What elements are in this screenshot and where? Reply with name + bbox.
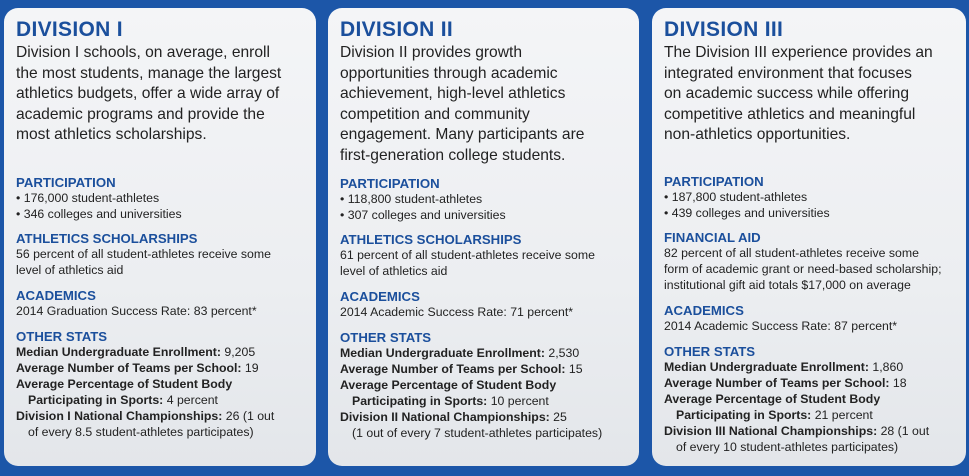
intro-line: competition and community: [340, 105, 530, 123]
stat-value: 21 percent: [811, 408, 873, 422]
participation-item: • 187,800 student-athletes: [664, 189, 954, 205]
intro-line: achievement, high-level athletics: [340, 85, 566, 103]
other-stats-section: [340, 330, 627, 441]
participation-item: • 176,000 student-athletes: [16, 190, 304, 206]
stat-championships-cont: of every 10 student-athletes participates): [676, 440, 899, 454]
participation-section: [16, 175, 304, 222]
participation-section: [664, 174, 954, 221]
academics-section: [664, 303, 954, 334]
division-title: DIVISION III: [664, 18, 784, 41]
aid-line: 56 percent of all student-athletes receive some: [16, 247, 271, 261]
stat-value: 26 (1 out: [222, 409, 275, 423]
stat-label: Division II National Championships:: [340, 410, 550, 424]
section-heading: ACADEMICS: [664, 303, 744, 318]
intro-line: the most students, manage the largest: [16, 64, 282, 82]
stat-value: 15: [565, 362, 583, 376]
intro-line: Division II provides growth: [340, 44, 523, 61]
stat-value: 1,860: [868, 360, 904, 374]
stat-label: Average Percentage of Student Body: [664, 392, 881, 406]
division-title: DIVISION II: [340, 18, 453, 41]
academics-line: 2014 Academic Success Rate: 87 percent*: [664, 319, 898, 333]
academics-line: 2014 Academic Success Rate: 71 percent*: [340, 305, 574, 319]
participation-section: [340, 176, 627, 223]
stat-value: 18: [889, 376, 907, 390]
participation-item: • 118,800 student-athletes: [340, 191, 627, 207]
intro-line: integrated environment that focuses: [664, 64, 912, 82]
division-intro: [16, 43, 304, 155]
intro-line: first-generation college students.: [340, 146, 566, 164]
division-3-card: [652, 8, 966, 466]
stat-label: Participating in Sports:: [28, 393, 164, 407]
stat-label: Average Number of Teams per School:: [16, 361, 242, 375]
stat-label: Average Percentage of Student Body: [340, 378, 557, 392]
intro-line: The Division III experience provides an: [664, 44, 933, 61]
other-stats-section: [664, 344, 954, 455]
other-stats-section: [16, 329, 304, 440]
aid-line: level of athletics aid: [16, 263, 124, 277]
section-heading: OTHER STATS: [16, 329, 108, 344]
stat-percentage: [340, 393, 627, 409]
stat-teams: [664, 375, 954, 391]
section-heading: OTHER STATS: [664, 344, 756, 359]
stat-label: Average Number of Teams per School:: [664, 376, 890, 390]
section-heading: PARTICIPATION: [340, 176, 440, 191]
stat-championships-cont: (1 out of every 7 student-athletes participates): [352, 426, 603, 440]
stat-value: 25: [549, 410, 567, 424]
stat-label: Average Number of Teams per School:: [340, 362, 566, 376]
stat-value: 19: [241, 361, 259, 375]
intro-line: athletics budgets, offer a wide array of: [16, 85, 280, 103]
section-heading: FINANCIAL AID: [664, 230, 761, 245]
stat-percentage: [16, 392, 304, 408]
academics-line: 2014 Graduation Success Rate: 83 percent*: [16, 304, 257, 318]
intro-line: on academic success while offering: [664, 85, 910, 103]
aid-section: [16, 231, 304, 278]
participation-item: • 346 colleges and universities: [16, 206, 304, 222]
stat-championships: [16, 408, 304, 424]
stat-value: 9,205: [220, 345, 256, 359]
stat-percentage-label: [340, 377, 627, 393]
division-1-card: [4, 8, 316, 466]
intro-line: non-athletics opportunities.: [664, 126, 851, 144]
stat-label: Median Undergraduate Enrollment:: [16, 345, 221, 359]
stat-enrollment: [16, 344, 304, 360]
stat-teams: [16, 360, 304, 376]
stat-enrollment: [664, 359, 954, 375]
section-heading: ACADEMICS: [340, 289, 420, 304]
section-heading: ATHLETICS SCHOLARSHIPS: [340, 232, 522, 247]
aid-line: form of academic grant or need-based scholarship;: [664, 262, 942, 276]
section-heading: ACADEMICS: [16, 288, 96, 303]
stat-label: Average Percentage of Student Body: [16, 377, 233, 391]
section-heading: OTHER STATS: [340, 330, 432, 345]
stat-value: 10 percent: [487, 394, 549, 408]
intro-line: competitive athletics and meaningful: [664, 105, 916, 123]
stat-percentage-label: [664, 391, 954, 407]
stat-percentage-label: [16, 376, 304, 392]
aid-section: [340, 232, 627, 279]
division-intro: [664, 43, 954, 155]
division-2-card: [328, 8, 639, 466]
intro-line: opportunities through academic: [340, 64, 558, 82]
stat-label: Division III National Championships:: [664, 424, 878, 438]
stat-championships-cont: of every 8.5 student-athletes participates): [28, 425, 254, 439]
stat-value: 2,530: [544, 346, 580, 360]
aid-section: [664, 230, 954, 293]
stat-teams: [340, 361, 627, 377]
stat-championships: [340, 409, 627, 425]
stat-championships: [664, 423, 954, 439]
intro-line: academic programs and provide the: [16, 105, 265, 123]
aid-line: level of athletics aid: [340, 264, 448, 278]
stat-percentage: [664, 407, 954, 423]
stat-value: 28 (1 out: [877, 424, 930, 438]
aid-line: 61 percent of all student-athletes receive some: [340, 248, 595, 262]
aid-line: institutional gift aid totals $17,000 on average: [664, 278, 911, 292]
section-heading: PARTICIPATION: [664, 174, 764, 189]
stat-value: 4 percent: [163, 393, 218, 407]
aid-line: 82 percent of all student-athletes receive some: [664, 246, 919, 260]
participation-item: • 307 colleges and universities: [340, 207, 627, 223]
section-heading: PARTICIPATION: [16, 175, 116, 190]
division-title: DIVISION I: [16, 18, 123, 41]
section-heading: ATHLETICS SCHOLARSHIPS: [16, 231, 198, 246]
division-intro: [340, 43, 627, 167]
stat-label: Median Undergraduate Enrollment:: [664, 360, 869, 374]
stat-label: Participating in Sports:: [352, 394, 488, 408]
academics-section: [340, 289, 627, 320]
academics-section: [16, 288, 304, 319]
stat-label: Participating in Sports:: [676, 408, 812, 422]
stat-enrollment: [340, 345, 627, 361]
intro-line: Division I schools, on average, enroll: [16, 44, 270, 61]
intro-line: engagement. Many participants are: [340, 126, 585, 144]
stat-label: Median Undergraduate Enrollment:: [340, 346, 545, 360]
participation-item: • 439 colleges and universities: [664, 205, 954, 221]
stat-label: Division I National Championships:: [16, 409, 223, 423]
intro-line: most athletics scholarships.: [16, 126, 207, 144]
